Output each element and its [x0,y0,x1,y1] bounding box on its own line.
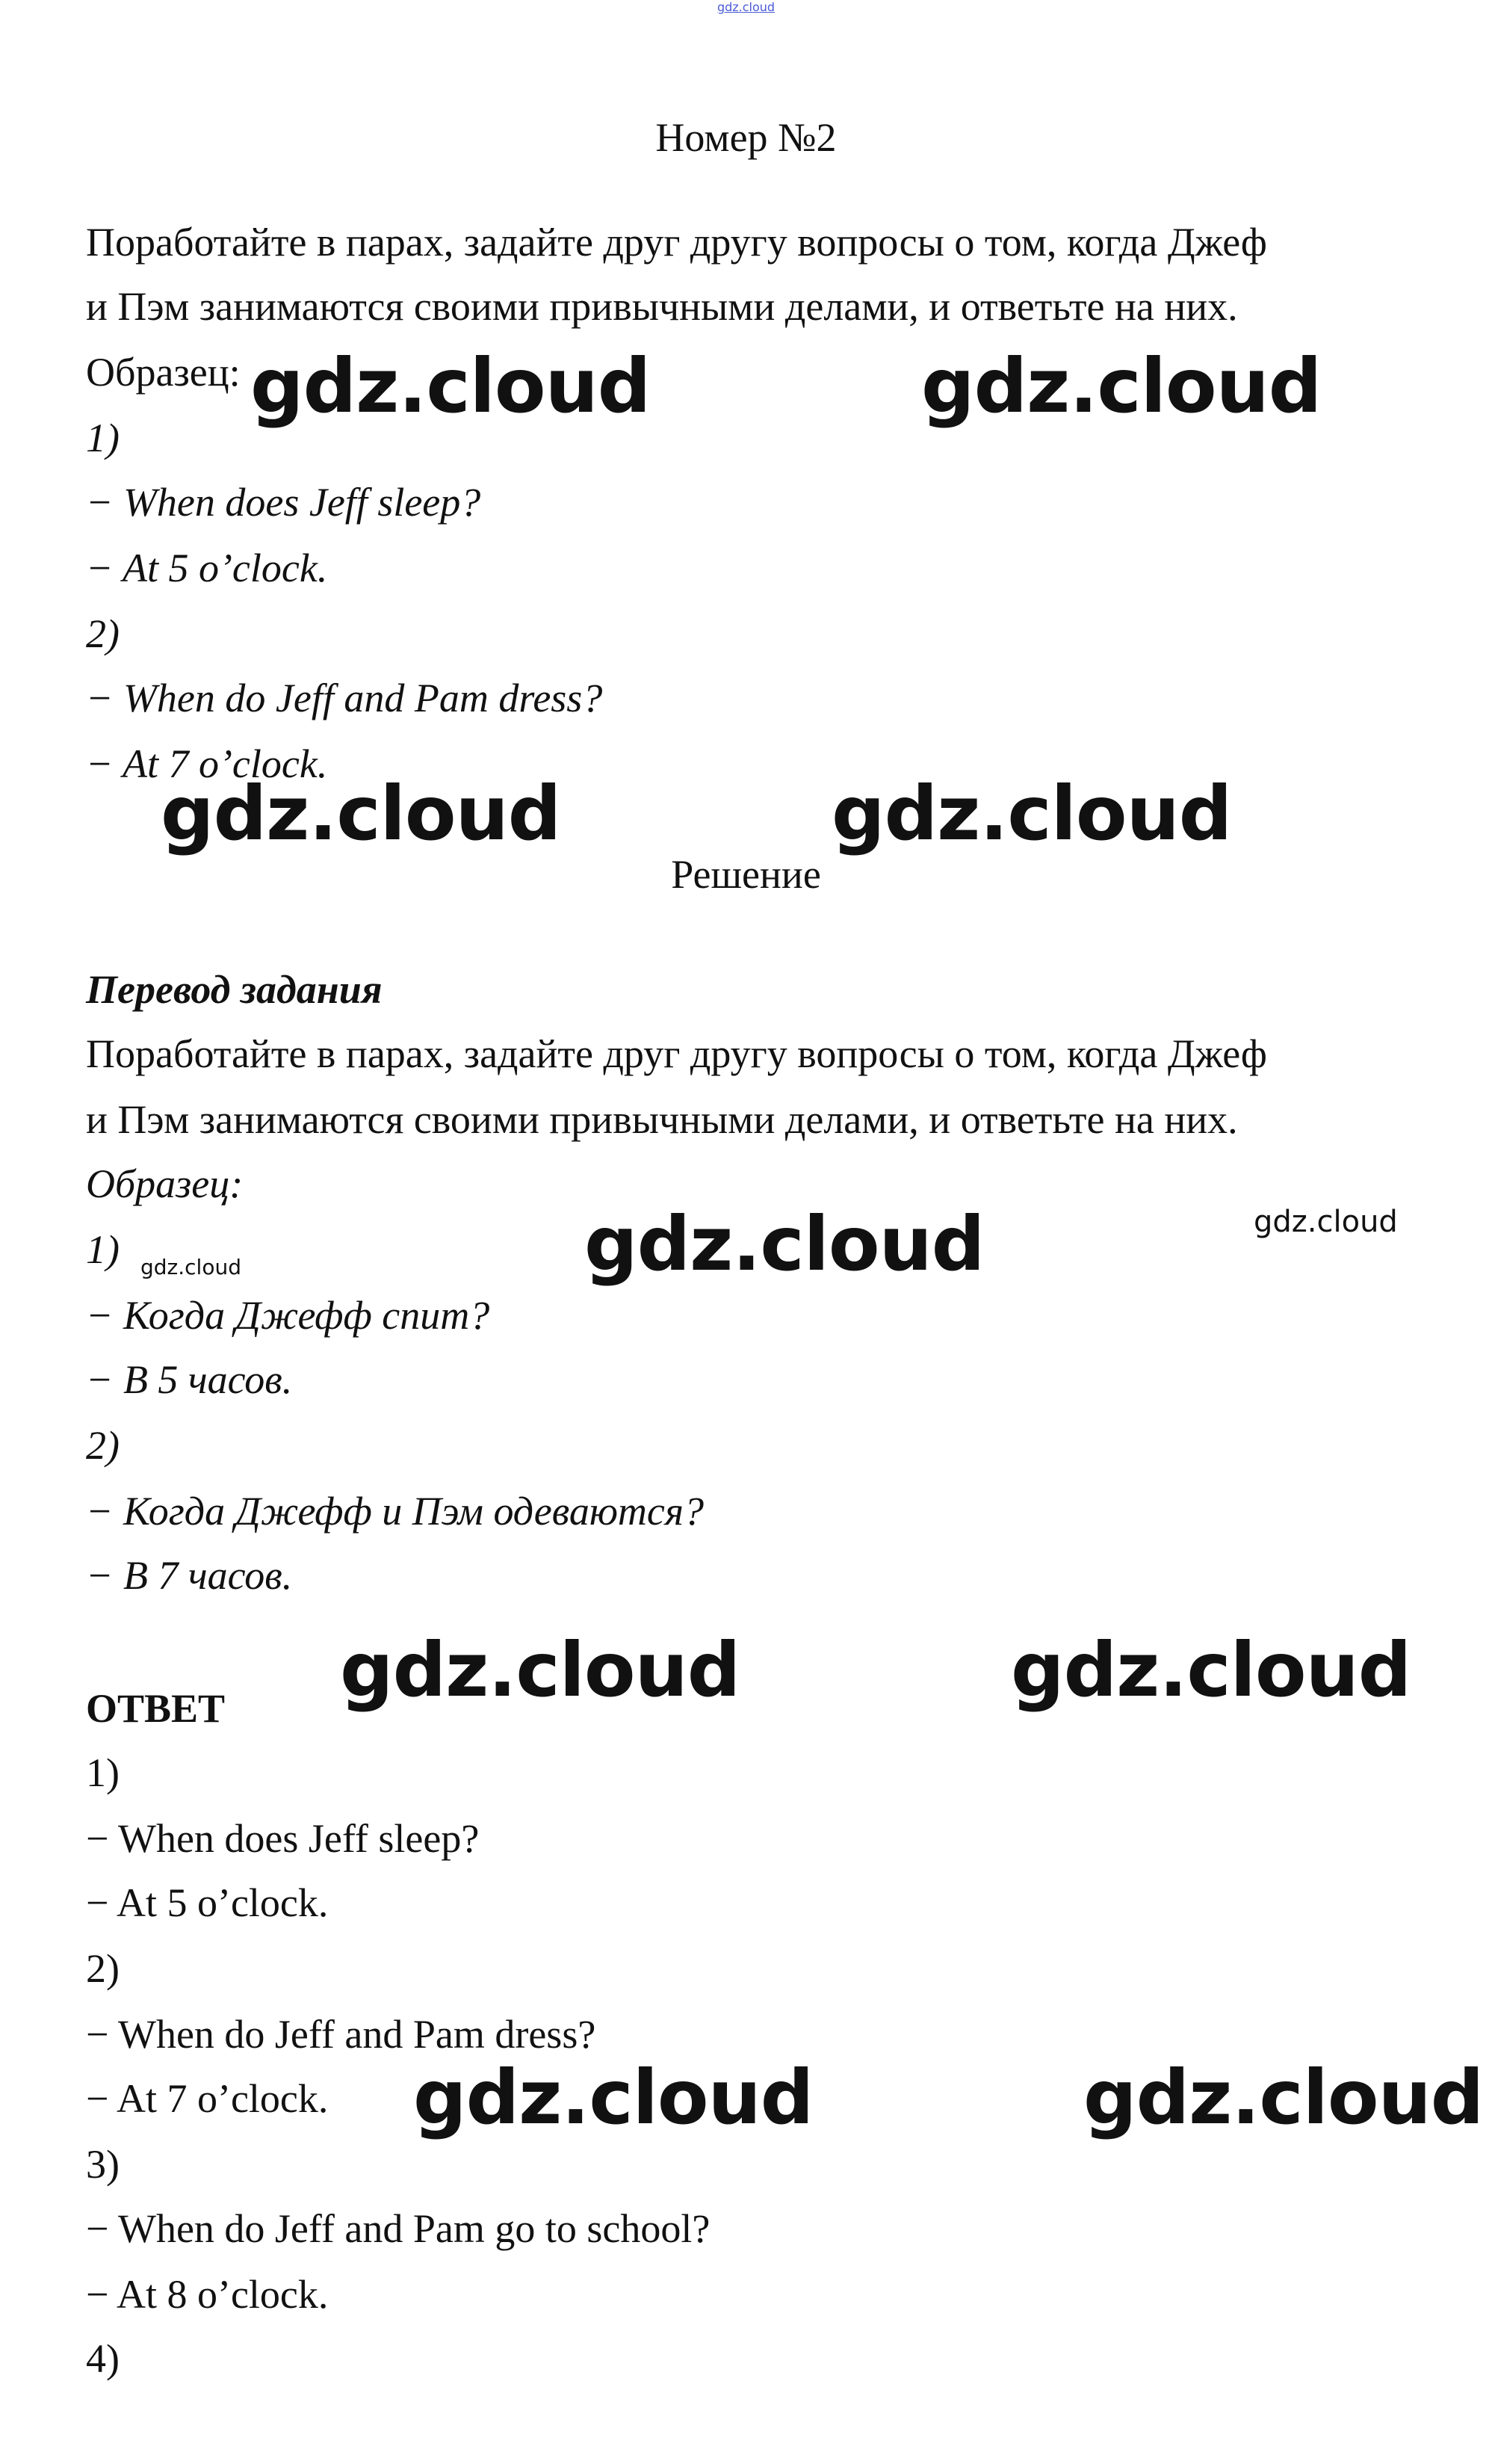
task-sample-label: Образец: [86,350,241,395]
answer-item-1-number: 1) [86,1750,120,1795]
answer-item-3-number: 3) [86,2142,120,2187]
watermark: gdz.cloud [1011,1626,1411,1714]
translation-text-line-1: Поработайте в парах, задайте друг другу вопросы о том, когда Джеф [86,1031,1267,1076]
task-item-1-question: − When does Jeff sleep? [86,480,481,525]
translation-item-1-number: 1) [86,1227,120,1272]
translation-heading: Перевод задания [86,967,383,1012]
watermark: gdz.cloud [413,2054,814,2141]
translation-text-line-2: и Пэм занимаются своими привычными делами, и ответьте на них. [86,1097,1238,1142]
task-item-1-number: 1) [86,416,120,460]
watermark: gdz.cloud [1083,2054,1484,2141]
answer-item-2-number: 2) [86,1946,120,1991]
translation-item-1-answer: − В 5 часов. [86,1357,293,1402]
answer-item-2-answer: − At 7 o’clock. [86,2076,329,2121]
source-link[interactable]: gdz.cloud [716,0,776,14]
answer-item-2-question: − When do Jeff and Pam dress? [86,2012,596,2057]
answer-item-1-answer: − At 5 o’clock. [86,1880,329,1925]
task-text-line-1: Поработайте в парах, задайте друг другу вопросы о том, когда Джеф [86,220,1267,265]
answer-item-3-answer: − At 8 o’clock. [86,2272,329,2317]
watermark: gdz.cloud [140,1255,241,1279]
task-item-1-answer: − At 5 o’clock. [86,546,328,590]
translation-sample-label: Образец: [86,1161,244,1206]
translation-item-1-question: − Когда Джефф спит? [86,1293,490,1338]
task-item-2-question: − When do Jeff and Pam dress? [86,676,603,720]
answer-item-1-question: − When does Jeff sleep? [86,1816,480,1861]
translation-item-2-number: 2) [86,1423,120,1468]
watermark: gdz.cloud [584,1200,985,1288]
task-item-2-answer: − At 7 o’clock. [86,741,328,786]
page-title: Номер №2 [655,115,837,160]
solution-label: Решение [671,852,821,897]
watermark: gdz.cloud [832,770,1232,857]
watermark: gdz.cloud [250,342,651,430]
translation-item-2-answer: − В 7 часов. [86,1553,293,1598]
task-item-2-number: 2) [86,611,120,656]
watermark: gdz.cloud [921,342,1322,430]
watermark: gdz.cloud [340,1626,740,1714]
answer-item-4-number: 4) [86,2336,120,2381]
watermark: gdz.cloud [161,770,561,857]
answer-heading: ОТВЕТ [86,1686,226,1731]
answer-item-3-question: − When do Jeff and Pam go to school? [86,2206,711,2251]
watermark: gdz.cloud [1254,1205,1398,1239]
task-text-line-2: и Пэм занимаются своими привычными делами, и ответьте на них. [86,284,1238,329]
translation-item-2-question: − Когда Джефф и Пэм одеваются? [86,1489,704,1534]
